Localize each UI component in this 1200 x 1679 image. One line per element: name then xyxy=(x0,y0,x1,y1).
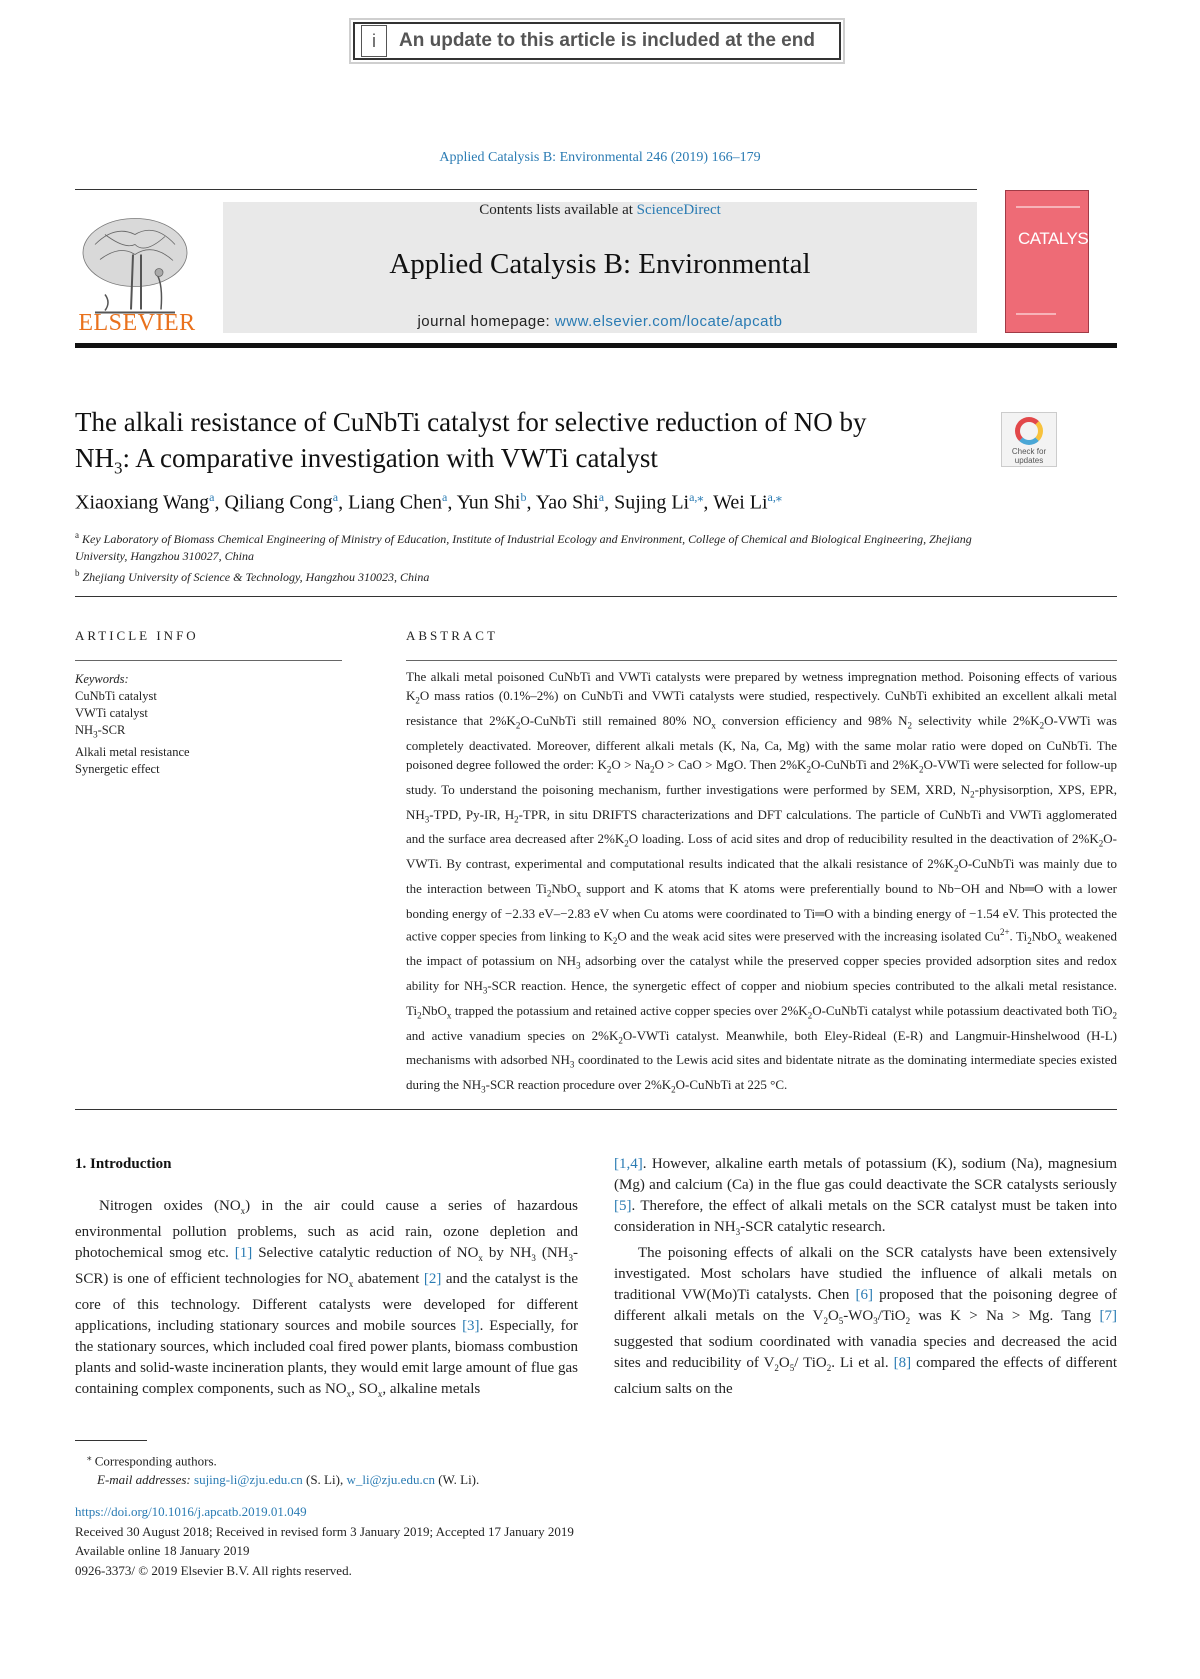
section-rule xyxy=(75,1109,1117,1110)
abstract-body: The alkali metal poisoned CuNbTi and VWTi catalysts were prepared by wetness impregnation method. Poisoning effects of various $K_2O$ mass ratios (0.1%–2%) on CuNbTi and VWTi catalysts were studied, respectively. CuNbTi exhibited an excellent alkali metal resistance that $2\%K_2O$-CuNbTi still remained 80% $NO_x$ conversion efficiency and 98% $N_2$ selectivity while $2\%K_2O$-VWTi was completely deactivated. Moreover, different alkali metals (K, Na, Ca, Mg) with the same molar ratio were doped on CuNbTi. The poisoned degree followed the order: $K_2O > Na_2O$ > CaO > MgO. Then $2\%K_2O$-CuNbTi and $2\%K_2O$-VWTi were selected for follow-up study. To understand the poisoning mechanism, further investigations were performed by SEM, XRD, $N_2$-physisorption, XPS, EPR, $NH_3$-TPD, Py-IR, $H_2$-TPR, in situ DRIFTS characterizations and DFT calculations. The particle of CuNbTi and VWTi agglomerated and the surface area decreased after $2\%K_2O$ loading. Loss of acid sites and drop of reducibility resulted in the deactivation of $2\%K_2O$-VWTi. By contrast, experimental and computational results indicated that the alkali resistance of $2\%K_2O$-CuNbTi was mainly due to the interaction between $Ti_2NbO_x$ support and K atoms that K atoms were preferentially bound to Nb−OH and Nb═O with a lower bonding energy of −2.33 eV–−2.83 eV when Cu atoms were coordinated to Ti═O with a binding energy of −1.54 eV. This protected the active copper species from linking to $K_2O$ and the weak acid sites were preserved with the increasing isolated $Cu^{2+}$. $Ti_2NbO_x$ weakened the impact of potassium on $NH_3$ adsorbing over the catalyst while the preserved copper species provided adsorption sites and redox ability for $NH_3$-SCR reaction. Hence, the synergetic effect of copper and niobium species contributed to the alkali metal resistance. $Ti_2NbO_x$ trapped the potassium and retained active copper species over $2\%K_2O$-CuNbTi catalyst while potassium deactivated both TiO$_2$ and active vanadium species on $2\%K_2O$-VWTi catalyst. Meanwhile, both Eley-Rideal (E-R) and Langmuir-Hinshelwood (H-L) mechanisms with adsorbed $NH_3$ coordinated to the Lewis acid sites and bidentate nitrate as the dominating intermediate species existed during the $NH_3$-SCR reaction procedure over $2\%K_2O$-CuNbTi at 225 °C. xyxy=(406,669,1118,1095)
article-title-line1: The alkali resistance of CuNbTi catalyst for selective reduction of NO by xyxy=(75,407,867,437)
received-dates: Received 30 August 2018; Received in revised form 3 January 2019; Accepted 17 January 2019 xyxy=(75,1523,574,1539)
author-affiliation-mark[interactable]: a,⁎ xyxy=(767,490,782,504)
cover-title: CATALYSIS xyxy=(1018,229,1104,248)
reference-link[interactable]: [6] xyxy=(855,1287,873,1303)
footnote-rule xyxy=(75,1440,147,1441)
affiliation-b xyxy=(75,565,975,586)
check-updates-icon xyxy=(1015,417,1043,445)
update-banner[interactable] xyxy=(353,22,841,60)
author-name[interactable]: Liang Chen xyxy=(348,491,442,514)
homepage-link[interactable]: www.elsevier.com/locate/apcatb xyxy=(554,313,783,330)
affiliation-text: Zhejiang University of Science & Technology, Hangzhou 310023, China xyxy=(82,570,430,584)
title-nh: NH xyxy=(75,443,114,473)
author-affiliation-mark[interactable]: a xyxy=(209,490,215,504)
journal-cover-image[interactable] xyxy=(1005,190,1104,333)
author-affiliation-mark[interactable]: a xyxy=(332,490,339,504)
author-name[interactable]: Yao Shi xyxy=(535,491,599,514)
email-owner: (W. Li). xyxy=(438,1472,480,1488)
corresponding-note: ⁎ Corresponding authors. xyxy=(87,1452,217,1469)
reference-link[interactable]: [2] xyxy=(423,1271,442,1287)
homepage-prefix: journal homepage: xyxy=(417,313,555,330)
abstract-rule xyxy=(406,660,1117,661)
copyright-line: 0926-3373/ © 2019 Elsevier B.V. All rights reserved. xyxy=(75,1562,352,1578)
keyword-item: CuNbTi catalyst xyxy=(75,689,157,703)
info-icon: i xyxy=(361,25,387,57)
keywords-label: Keywords: xyxy=(75,672,129,686)
title-rest: : A comparative investigation with VWTi catalyst xyxy=(122,443,658,473)
author-affiliation-mark[interactable]: b xyxy=(520,490,527,504)
author-affiliation-mark[interactable]: a xyxy=(598,490,605,504)
cover-decoration xyxy=(1016,206,1080,208)
author-name[interactable]: Xiaoxiang Wang xyxy=(75,491,210,514)
reference-link[interactable]: [1,4] xyxy=(614,1156,643,1172)
reference-link[interactable]: [5] xyxy=(614,1198,632,1214)
author-name[interactable]: Qiliang Cong xyxy=(224,491,333,514)
article-title-line2 xyxy=(75,440,975,486)
author-affiliation-mark[interactable]: a xyxy=(441,490,448,504)
update-banner-text[interactable]: An update to this article is included at the end xyxy=(399,30,815,51)
online-date: Available online 18 January 2019 xyxy=(75,1543,250,1558)
keyword-item: Alkali metal resistance xyxy=(75,744,190,759)
keyword-item: $NH_3$-SCR xyxy=(75,723,126,740)
reference-link[interactable]: [3] xyxy=(462,1318,480,1334)
email-owner: (S. Li), xyxy=(306,1472,344,1488)
reference-link[interactable]: [7] xyxy=(1099,1308,1117,1324)
author-list: Xiaoxiang Wang$^a$, Qiliang Cong$^a$, Liang Chen$^a$, Yun Shi$^b$, Yao Shi$^a$, Sujing $Li^{a,⁎}$, Wei $Li^{a,⁎}$ xyxy=(75,490,782,514)
affiliations xyxy=(75,527,975,586)
reference-link[interactable]: [8] xyxy=(893,1355,912,1371)
journal-homepage-line xyxy=(223,313,977,330)
cover-decoration xyxy=(1016,313,1056,315)
contents-line xyxy=(223,202,977,219)
footnotes xyxy=(75,1448,775,1489)
check-updates-label: Check for updates xyxy=(1011,447,1047,465)
intro-column-right: [1,4]. However, alkaline earth metals of potassium (K), sodium (Na), magnesium (Mg) and calcium (Ca) in the flue gas could deactivate the SCR catalysts seriously [5]. Therefore, the effect of alkali metals on the SCR catalyst must be taken into consideration in $NH_3$-SCR catalytic research. The poisoning effects of alkali on the SCR catalysts have been extensively investigated. Most scholars have studied the influence of alkali metals on traditional VW(Mo)Ti catalysts. Chen [6] proposed that the poisoning degree of different alkali metals on the $V_2O_5-WO_3/TiO_2$ was K > Na > Mg. Tang [7] suggested that sodium coordinated with vanadia species and decreased the acid sites and reducibility of $V_2O_5/$ TiO$_2$. Li et al. [8] compared the effects of different calcium salts on the xyxy=(614,1156,1118,1397)
article-info-rule xyxy=(75,660,342,661)
affiliation-mark: b xyxy=(75,568,80,578)
journal-title: Applied Catalysis B: Environmental xyxy=(389,248,811,280)
section-rule xyxy=(75,596,1117,597)
publication-info xyxy=(75,1502,835,1580)
email-label: E-mail addresses: xyxy=(97,1472,191,1488)
intro-column-left: Nitrogen oxides $(NO_x)$ in the air could cause a series of hazardous environmental pollution problems, such as acid rain, ozone depletion and photochemical smog etc. [1] Selective catalytic reduction of $NO_x$ by $NH_3$ $(NH_3-SCR)$ is one of efficient technologies for $NO_x$ abatement [2] and the catalyst is the core of this technology. Different catalysts were developed for different applications, including stationary sources and mobile sources [3]. Especially, for the stationary sources, which included coal fired power plants, biomass combustion plants and solid-waste incineration plants, they would emit large amount of flue gas containing complex components, such as $NO_x$, $SO_x$, alkaline metals xyxy=(75,1198,578,1399)
header-bottom-rule xyxy=(75,343,1117,348)
contents-prefix: Contents lists available at xyxy=(479,202,637,218)
email-line xyxy=(75,1470,775,1489)
affiliation-mark: a xyxy=(75,530,79,540)
keyword-item: VWTi catalyst xyxy=(75,706,148,720)
journal-citation[interactable]: Applied Catalysis B: Environmental 246 (2019) 166–179 xyxy=(439,150,761,165)
author-name[interactable]: Yun Shi xyxy=(456,491,521,514)
email-link[interactable]: w_li@zju.edu.cn xyxy=(346,1472,435,1488)
affiliation-text: Key Laboratory of Biomass Chemical Engineering of Ministry of Education, Institute of Industrial Ecology and Environment, College of Chemical and Biological Engineering, Zhejiang University, Hangzhou 310027, China xyxy=(75,532,972,563)
affiliation-a xyxy=(75,527,975,565)
reference-link[interactable]: [1] xyxy=(234,1245,253,1261)
author-affiliation-mark[interactable]: a,⁎ xyxy=(689,490,704,504)
email-link[interactable]: sujing-li@zju.edu.cn xyxy=(194,1472,303,1488)
doi-link[interactable]: https://doi.org/10.1016/j.apcatb.2019.01.049 xyxy=(75,1504,307,1519)
elsevier-wordmark: ELSEVIER xyxy=(78,310,196,336)
article-title xyxy=(75,404,975,486)
article-info-heading: ARTICLE INFO xyxy=(75,628,199,643)
author-name[interactable]: Sujing Li xyxy=(614,491,690,514)
corresponding-text: Corresponding authors. xyxy=(94,1453,217,1469)
abstract-heading: ABSTRACT xyxy=(406,628,498,643)
sciencedirect-link[interactable]: ScienceDirect xyxy=(636,202,721,218)
keywords-block xyxy=(75,671,345,778)
author-name[interactable]: Wei Li xyxy=(713,491,768,514)
keyword-item: Synergetic effect xyxy=(75,761,160,776)
check-for-updates-badge[interactable] xyxy=(1001,412,1057,467)
title-sub: 3 xyxy=(114,458,123,478)
intro-heading: 1. Introduction xyxy=(75,1156,172,1172)
header-top-rule xyxy=(75,189,977,190)
